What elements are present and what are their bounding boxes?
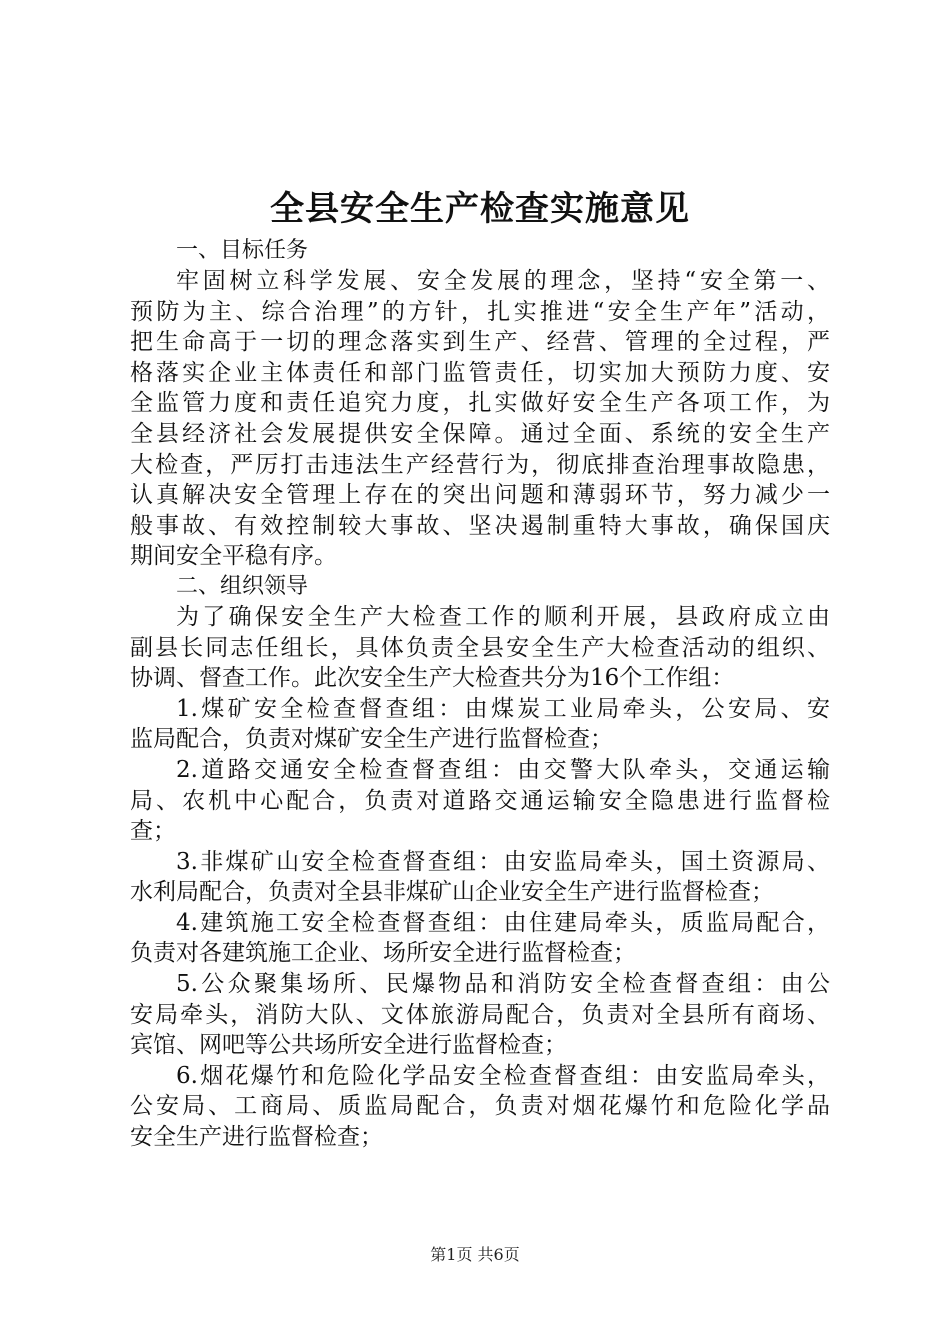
document-sections (130, 236, 830, 1153)
paragraph-line: 大检查，严厉打击违法生产经营行为，彻底排查治理事故隐患， (130, 451, 830, 478)
paragraph-line: 协调、督查工作。此次安全生产大检查共分为16个工作组： (130, 665, 735, 692)
paragraph-line: 查； (130, 818, 176, 845)
paragraph-line: 局、农机中心配合，负责对道路交通运输安全隐患进行监督检 (130, 787, 830, 814)
paragraph-line: 副县长同志任组长，具体负责全县安全生产大检查活动的组织、 (130, 634, 830, 661)
paragraph-line: 般事故、有效控制较大事故、坚决遏制重特大事故，确保国庆 (130, 512, 830, 539)
paragraph-line: 6.烟花爆竹和危险化学品安全检查督查组：由安监局牵头， (176, 1062, 830, 1089)
paragraph-line: 负责对各建筑施工企业、场所安全进行监督检查； (130, 940, 636, 967)
paragraph-line: 安局牵头，消防大队、文体旅游局配合，负责对全县所有商场、 (130, 1001, 830, 1028)
paragraph-line: 监局配合，负责对煤矿安全生产进行监督检查； (130, 726, 613, 753)
paragraph-line: 格落实企业主体责任和部门监管责任，切实加大预防力度、安 (130, 359, 830, 386)
paragraph-line: 全县经济社会发展提供安全保障。通过全面、系统的安全生产 (130, 420, 830, 447)
paragraph-line: 5.公众聚集场所、民爆物品和消防安全检查督查组：由公 (176, 971, 830, 998)
paragraph (130, 266, 830, 572)
paragraph (130, 694, 830, 755)
page-footer: 第1页 共6页 (430, 1245, 520, 1264)
paragraph-line: 把生命高于一切的理念落实到生产、经营、管理的全过程，严 (130, 329, 830, 356)
paragraph-line: 牢固树立科学发展、安全发展的理念，坚持“安全第一、 (176, 268, 830, 294)
paragraph (130, 755, 830, 847)
paragraph-line: 预防为主、综合治理”的方针，扎实推进“安全生产年”活动， (130, 298, 830, 325)
paragraph-line: 安全生产进行监督检查； (130, 1124, 383, 1151)
paragraph (130, 602, 830, 694)
document-body (130, 186, 830, 1153)
paragraph (130, 969, 830, 1061)
paragraph-line: 宾馆、网吧等公共场所安全进行监督检查； (130, 1032, 567, 1059)
paragraph-line: 3.非煤矿山安全检查督查组：由安监局牵头，国土资源局、 (176, 848, 830, 875)
document-title: 全县安全生产检查实施意见 (270, 189, 690, 229)
paragraph-line: 全监管力度和责任追究力度，扎实做好安全生产各项工作，为 (130, 390, 830, 417)
section-heading: 二、组织领导 (176, 573, 309, 599)
section-heading: 一、目标任务 (176, 238, 309, 263)
paragraph (130, 908, 830, 969)
paragraph-line: 期间安全平稳有序。 (130, 543, 337, 570)
paragraph (130, 847, 830, 908)
paragraph-line: 2.道路交通安全检查督查组：由交警大队牵头，交通运输 (176, 756, 830, 783)
paragraph-line: 1.煤矿安全检查督查组：由煤炭工业局牵头，公安局、安 (176, 695, 830, 722)
paragraph (130, 1061, 830, 1153)
paragraph-line: 认真解决安全管理上存在的突出问题和薄弱环节，努力减少一 (130, 482, 830, 509)
paragraph-line: 4.建筑施工安全检查督查组：由住建局牵头，质监局配合， (176, 909, 830, 936)
paragraph-line: 水利局配合，负责对全县非煤矿山企业安全生产进行监督检查； (130, 879, 774, 906)
paragraph-line: 为了确保安全生产大检查工作的顺利开展，县政府成立由 (176, 603, 830, 630)
paragraph-line: 公安局、工商局、质监局配合，负责对烟花爆竹和危险化学品 (130, 1093, 830, 1120)
